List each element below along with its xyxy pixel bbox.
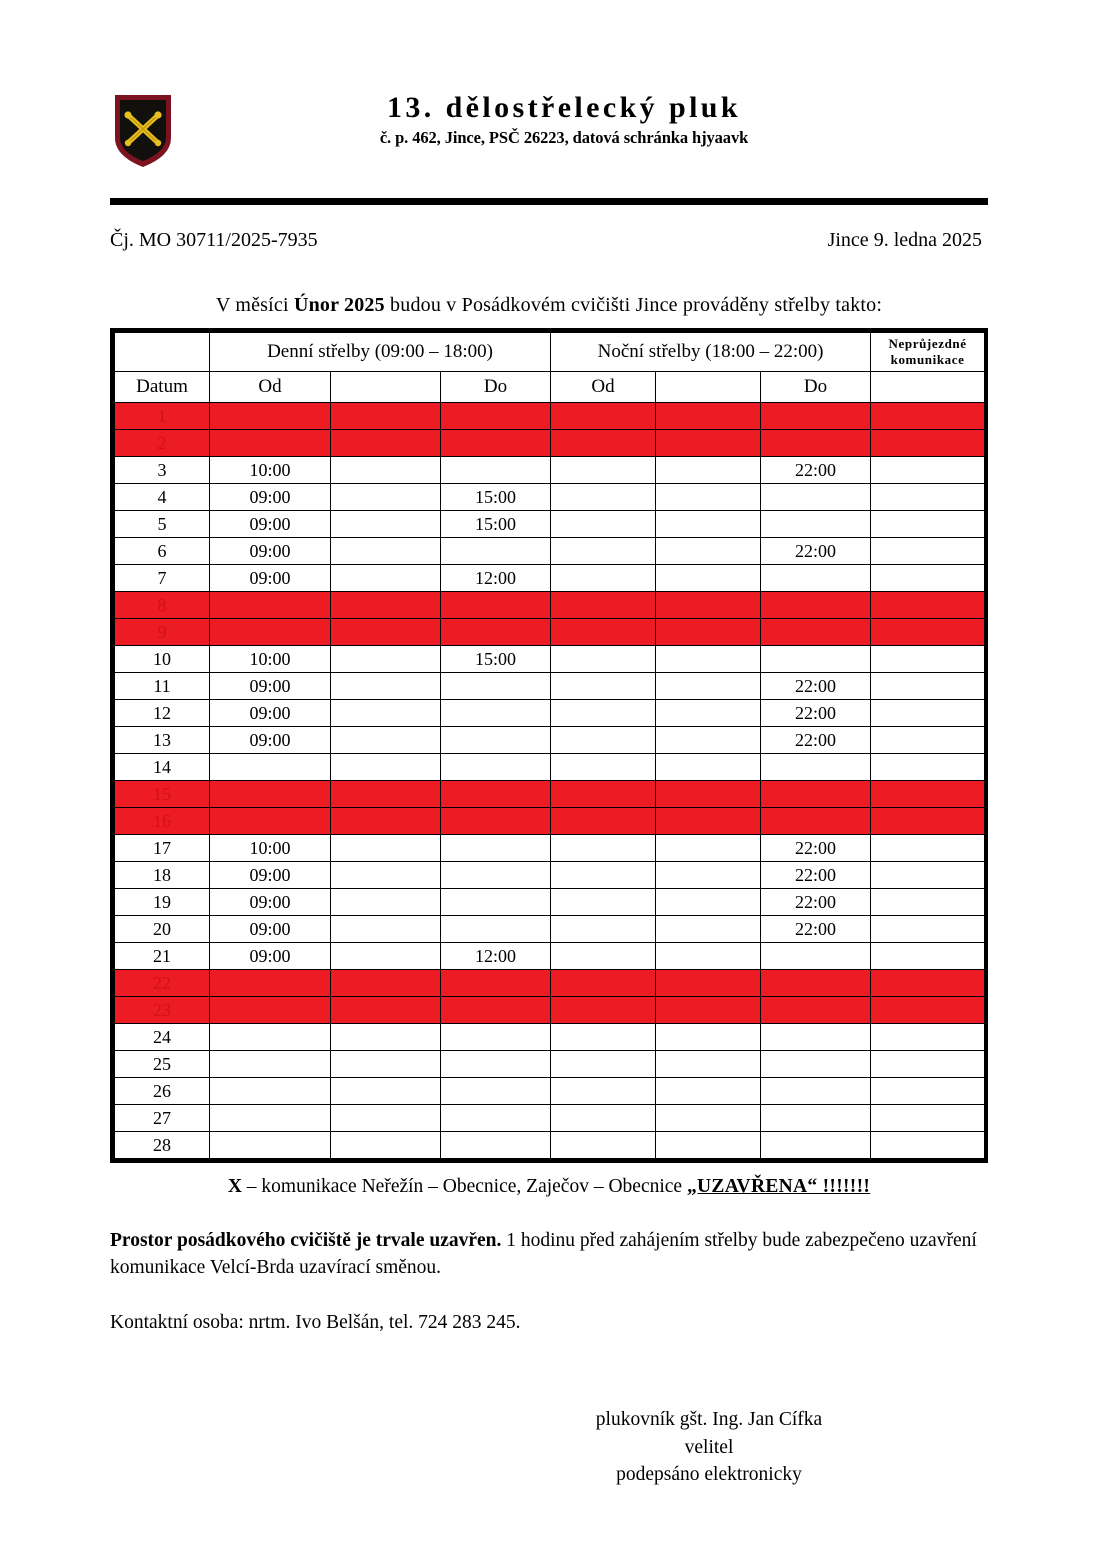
table-body bbox=[115, 403, 985, 1159]
row-night-mid-cell bbox=[656, 538, 761, 565]
row-night-from-cell bbox=[551, 727, 656, 754]
column-header-date: Datum bbox=[115, 372, 210, 403]
table-row bbox=[115, 754, 985, 781]
row-night-to-cell bbox=[761, 484, 871, 511]
row-night-from-cell bbox=[551, 889, 656, 916]
row-day-to-cell bbox=[441, 754, 551, 781]
row-date-cell: 19 bbox=[115, 889, 210, 916]
table-row bbox=[115, 889, 985, 916]
intro-prefix: V měsíci bbox=[215, 294, 294, 316]
row-day-to-cell bbox=[441, 1024, 551, 1051]
row-date-cell: 1 bbox=[115, 403, 210, 430]
column-header-day-to: Do bbox=[441, 372, 551, 403]
row-day-mid-cell bbox=[331, 1105, 441, 1132]
row-night-to-cell bbox=[761, 970, 871, 997]
table-head bbox=[115, 333, 985, 403]
row-night-from-cell bbox=[551, 1132, 656, 1159]
row-road-cell bbox=[871, 403, 985, 430]
row-day-from-cell: 10:00 bbox=[210, 457, 331, 484]
row-night-to-cell: 22:00 bbox=[761, 862, 871, 889]
table-row bbox=[115, 862, 985, 889]
column-header-day-from: Od bbox=[210, 372, 331, 403]
table-row bbox=[115, 835, 985, 862]
row-day-mid-cell bbox=[331, 1024, 441, 1051]
row-road-cell bbox=[871, 511, 985, 538]
row-date-cell: 28 bbox=[115, 1132, 210, 1159]
row-night-mid-cell bbox=[656, 700, 761, 727]
row-night-from-cell bbox=[551, 943, 656, 970]
row-date-cell: 6 bbox=[115, 538, 210, 565]
row-day-from-cell: 09:00 bbox=[210, 943, 331, 970]
table-row bbox=[115, 1024, 985, 1051]
row-night-mid-cell bbox=[656, 1051, 761, 1078]
row-night-from-cell bbox=[551, 511, 656, 538]
row-day-mid-cell bbox=[331, 781, 441, 808]
row-night-from-cell bbox=[551, 754, 656, 781]
row-day-from-cell: 09:00 bbox=[210, 673, 331, 700]
crossed-cannons-regiment-emblem bbox=[112, 92, 174, 170]
row-night-mid-cell bbox=[656, 484, 761, 511]
row-date-cell: 22 bbox=[115, 970, 210, 997]
row-day-mid-cell bbox=[331, 646, 441, 673]
row-day-to-cell bbox=[441, 970, 551, 997]
row-night-from-cell bbox=[551, 835, 656, 862]
row-night-from-cell bbox=[551, 1105, 656, 1132]
row-day-from-cell bbox=[210, 1105, 331, 1132]
row-day-from-cell bbox=[210, 781, 331, 808]
row-day-from-cell: 10:00 bbox=[210, 835, 331, 862]
table-row bbox=[115, 619, 985, 646]
row-night-mid-cell bbox=[656, 727, 761, 754]
row-night-to-cell bbox=[761, 1132, 871, 1159]
row-night-mid-cell bbox=[656, 457, 761, 484]
row-day-to-cell bbox=[441, 835, 551, 862]
row-night-to-cell bbox=[761, 511, 871, 538]
intro-suffix: budou v Posádkovém cvičišti Jince prováděny střelby takto: bbox=[384, 294, 883, 316]
row-day-from-cell: 10:00 bbox=[210, 646, 331, 673]
row-day-mid-cell bbox=[331, 1051, 441, 1078]
row-day-from-cell bbox=[210, 592, 331, 619]
row-road-cell bbox=[871, 457, 985, 484]
row-day-to-cell bbox=[441, 997, 551, 1024]
row-road-cell bbox=[871, 646, 985, 673]
row-day-from-cell: 09:00 bbox=[210, 538, 331, 565]
schedule-table-wrapper bbox=[110, 328, 988, 1163]
row-day-from-cell bbox=[210, 1024, 331, 1051]
row-road-cell bbox=[871, 754, 985, 781]
row-day-to-cell bbox=[441, 403, 551, 430]
row-day-to-cell bbox=[441, 700, 551, 727]
row-night-to-cell bbox=[761, 943, 871, 970]
row-day-from-cell bbox=[210, 1051, 331, 1078]
row-night-mid-cell bbox=[656, 1105, 761, 1132]
column-header-night-blank bbox=[656, 372, 761, 403]
row-day-mid-cell bbox=[331, 754, 441, 781]
row-night-from-cell bbox=[551, 646, 656, 673]
row-date-cell: 10 bbox=[115, 646, 210, 673]
row-night-from-cell bbox=[551, 619, 656, 646]
row-date-cell: 3 bbox=[115, 457, 210, 484]
row-day-mid-cell bbox=[331, 943, 441, 970]
legend-closed-word: „UZAVŘENA“ !!!!!!! bbox=[686, 1176, 871, 1197]
row-night-mid-cell bbox=[656, 808, 761, 835]
row-night-from-cell bbox=[551, 484, 656, 511]
row-day-from-cell: 09:00 bbox=[210, 916, 331, 943]
row-day-from-cell bbox=[210, 403, 331, 430]
row-night-from-cell bbox=[551, 1051, 656, 1078]
row-night-mid-cell bbox=[656, 970, 761, 997]
row-day-to-cell bbox=[441, 538, 551, 565]
row-day-mid-cell bbox=[331, 1078, 441, 1105]
row-day-mid-cell bbox=[331, 511, 441, 538]
group-header-day: Denní střelby (09:00 – 18:00) bbox=[210, 333, 551, 372]
row-night-to-cell: 22:00 bbox=[761, 835, 871, 862]
table-row bbox=[115, 484, 985, 511]
table-row bbox=[115, 943, 985, 970]
row-day-mid-cell bbox=[331, 457, 441, 484]
row-date-cell: 11 bbox=[115, 673, 210, 700]
group-header-road: Neprůjezdné komunikace bbox=[871, 333, 985, 372]
table-row bbox=[115, 727, 985, 754]
organization-address: č. p. 462, Jince, PSČ 26223, datová schránka hjyaavk bbox=[379, 128, 749, 148]
paragraph-bold-lead: Prostor posádkového cvičiště je trvale uzavřen. bbox=[110, 1230, 502, 1251]
row-road-cell bbox=[871, 1132, 985, 1159]
signatory-role: velitel bbox=[684, 1436, 734, 1458]
paragraph-rest: 1 hodinu před zahájením střelby bude zabezpečeno uzavření komunikace Velcí-Brda uzavírací směnou. bbox=[110, 1230, 977, 1278]
row-date-cell: 4 bbox=[115, 484, 210, 511]
table-row bbox=[115, 646, 985, 673]
row-day-mid-cell bbox=[331, 538, 441, 565]
row-day-to-cell: 15:00 bbox=[441, 646, 551, 673]
row-day-to-cell bbox=[441, 673, 551, 700]
row-day-to-cell: 12:00 bbox=[441, 943, 551, 970]
row-date-cell: 14 bbox=[115, 754, 210, 781]
shooting-schedule-table bbox=[114, 332, 985, 1159]
row-night-to-cell bbox=[761, 565, 871, 592]
row-day-mid-cell bbox=[331, 970, 441, 997]
row-road-cell bbox=[871, 700, 985, 727]
row-day-to-cell bbox=[441, 727, 551, 754]
permanent-closure-paragraph bbox=[110, 1228, 988, 1282]
place-and-date: Jince 9. ledna 2025 bbox=[827, 229, 982, 251]
row-day-to-cell bbox=[441, 619, 551, 646]
table-row bbox=[115, 1132, 985, 1159]
row-day-to-cell: 12:00 bbox=[441, 565, 551, 592]
table-row bbox=[115, 592, 985, 619]
row-date-cell: 23 bbox=[115, 997, 210, 1024]
row-day-to-cell bbox=[441, 781, 551, 808]
row-night-to-cell bbox=[761, 1078, 871, 1105]
row-date-cell: 5 bbox=[115, 511, 210, 538]
column-header-day-blank bbox=[331, 372, 441, 403]
intro-month: Únor 2025 bbox=[293, 294, 385, 316]
row-night-from-cell bbox=[551, 862, 656, 889]
row-day-to-cell: 15:00 bbox=[441, 484, 551, 511]
row-road-cell bbox=[871, 538, 985, 565]
row-day-mid-cell bbox=[331, 835, 441, 862]
table-row bbox=[115, 1078, 985, 1105]
row-road-cell bbox=[871, 781, 985, 808]
row-night-mid-cell bbox=[656, 1024, 761, 1051]
row-night-mid-cell bbox=[656, 835, 761, 862]
row-day-mid-cell bbox=[331, 430, 441, 457]
row-road-cell bbox=[871, 673, 985, 700]
row-day-from-cell bbox=[210, 808, 331, 835]
group-header-empty bbox=[115, 333, 210, 372]
row-date-cell: 24 bbox=[115, 1024, 210, 1051]
row-night-mid-cell bbox=[656, 430, 761, 457]
row-road-cell bbox=[871, 619, 985, 646]
row-date-cell: 12 bbox=[115, 700, 210, 727]
row-night-from-cell bbox=[551, 970, 656, 997]
column-header-road bbox=[871, 372, 985, 403]
row-day-to-cell bbox=[441, 1078, 551, 1105]
row-date-cell: 16 bbox=[115, 808, 210, 835]
row-night-to-cell bbox=[761, 1105, 871, 1132]
row-date-cell: 7 bbox=[115, 565, 210, 592]
letterhead bbox=[110, 0, 988, 184]
row-night-mid-cell bbox=[656, 403, 761, 430]
row-road-cell bbox=[871, 592, 985, 619]
row-night-mid-cell bbox=[656, 1132, 761, 1159]
row-date-cell: 8 bbox=[115, 592, 210, 619]
row-day-mid-cell bbox=[331, 727, 441, 754]
row-night-mid-cell bbox=[656, 592, 761, 619]
row-road-cell bbox=[871, 1105, 985, 1132]
row-night-from-cell bbox=[551, 538, 656, 565]
row-night-mid-cell bbox=[656, 916, 761, 943]
legend-x-mark: X bbox=[227, 1176, 242, 1197]
row-night-to-cell bbox=[761, 430, 871, 457]
row-road-cell bbox=[871, 943, 985, 970]
row-day-from-cell bbox=[210, 430, 331, 457]
row-day-mid-cell bbox=[331, 673, 441, 700]
row-night-to-cell bbox=[761, 403, 871, 430]
row-day-mid-cell bbox=[331, 1132, 441, 1159]
signature-electronic-note: podepsáno elektronicky bbox=[616, 1464, 802, 1486]
group-header-night: Noční střelby (18:00 – 22:00) bbox=[551, 333, 871, 372]
row-night-to-cell bbox=[761, 619, 871, 646]
row-date-cell: 17 bbox=[115, 835, 210, 862]
row-day-from-cell bbox=[210, 1078, 331, 1105]
row-day-to-cell bbox=[441, 808, 551, 835]
legend-text: – komunikace Neřežín – Obecnice, Zaječov – Obecnice bbox=[241, 1176, 687, 1197]
row-day-from-cell bbox=[210, 997, 331, 1024]
row-night-to-cell bbox=[761, 1051, 871, 1078]
row-night-to-cell: 22:00 bbox=[761, 727, 871, 754]
row-day-from-cell bbox=[210, 970, 331, 997]
row-night-from-cell bbox=[551, 565, 656, 592]
row-day-from-cell: 09:00 bbox=[210, 889, 331, 916]
table-row bbox=[115, 808, 985, 835]
row-night-to-cell bbox=[761, 1024, 871, 1051]
row-day-mid-cell bbox=[331, 403, 441, 430]
contact-person-line: Kontaktní osoba: nrtm. Ivo Belšán, tel. 724 283 245. bbox=[110, 1311, 521, 1333]
row-day-from-cell: 09:00 bbox=[210, 862, 331, 889]
row-day-to-cell bbox=[441, 1051, 551, 1078]
row-day-from-cell: 09:00 bbox=[210, 727, 331, 754]
table-row bbox=[115, 538, 985, 565]
row-day-to-cell: 15:00 bbox=[441, 511, 551, 538]
table-row bbox=[115, 403, 985, 430]
table-row bbox=[115, 565, 985, 592]
row-night-mid-cell bbox=[656, 1078, 761, 1105]
row-day-to-cell bbox=[441, 916, 551, 943]
row-day-from-cell: 09:00 bbox=[210, 565, 331, 592]
row-date-cell: 20 bbox=[115, 916, 210, 943]
row-road-cell bbox=[871, 565, 985, 592]
intro-sentence bbox=[110, 294, 988, 317]
row-date-cell: 26 bbox=[115, 1078, 210, 1105]
row-day-to-cell bbox=[441, 862, 551, 889]
row-day-from-cell: 09:00 bbox=[210, 484, 331, 511]
row-night-mid-cell bbox=[656, 565, 761, 592]
table-row bbox=[115, 916, 985, 943]
legend-road-closure bbox=[110, 1176, 988, 1198]
row-road-cell bbox=[871, 862, 985, 889]
row-night-mid-cell bbox=[656, 619, 761, 646]
table-row bbox=[115, 673, 985, 700]
organization-title: 13. dělostřelecký pluk bbox=[387, 91, 741, 124]
row-night-mid-cell bbox=[656, 889, 761, 916]
row-day-to-cell bbox=[441, 592, 551, 619]
row-night-mid-cell bbox=[656, 943, 761, 970]
row-night-to-cell: 22:00 bbox=[761, 538, 871, 565]
row-day-mid-cell bbox=[331, 700, 441, 727]
row-night-from-cell bbox=[551, 700, 656, 727]
row-night-mid-cell bbox=[656, 754, 761, 781]
row-date-cell: 27 bbox=[115, 1105, 210, 1132]
table-row bbox=[115, 970, 985, 997]
row-day-from-cell bbox=[210, 754, 331, 781]
row-night-to-cell: 22:00 bbox=[761, 889, 871, 916]
organization-block bbox=[110, 92, 988, 148]
row-night-mid-cell bbox=[656, 646, 761, 673]
row-road-cell bbox=[871, 430, 985, 457]
row-night-to-cell: 22:00 bbox=[761, 916, 871, 943]
row-night-to-cell bbox=[761, 781, 871, 808]
row-night-from-cell bbox=[551, 457, 656, 484]
row-day-mid-cell bbox=[331, 592, 441, 619]
row-road-cell bbox=[871, 484, 985, 511]
row-night-mid-cell bbox=[656, 673, 761, 700]
row-day-mid-cell bbox=[331, 997, 441, 1024]
row-night-mid-cell bbox=[656, 997, 761, 1024]
row-night-to-cell bbox=[761, 997, 871, 1024]
column-header-night-to: Do bbox=[761, 372, 871, 403]
row-date-cell: 2 bbox=[115, 430, 210, 457]
row-day-from-cell bbox=[210, 619, 331, 646]
row-night-to-cell: 22:00 bbox=[761, 457, 871, 484]
row-night-to-cell bbox=[761, 754, 871, 781]
table-column-header-row bbox=[115, 372, 985, 403]
signature-block bbox=[110, 1406, 988, 1489]
table-row bbox=[115, 1105, 985, 1132]
row-day-mid-cell bbox=[331, 862, 441, 889]
table-row bbox=[115, 781, 985, 808]
row-day-from-cell: 09:00 bbox=[210, 700, 331, 727]
row-date-cell: 25 bbox=[115, 1051, 210, 1078]
row-night-from-cell bbox=[551, 1078, 656, 1105]
row-date-cell: 15 bbox=[115, 781, 210, 808]
row-road-cell bbox=[871, 1051, 985, 1078]
row-road-cell bbox=[871, 835, 985, 862]
row-day-to-cell bbox=[441, 457, 551, 484]
row-day-mid-cell bbox=[331, 889, 441, 916]
row-night-to-cell: 22:00 bbox=[761, 673, 871, 700]
row-road-cell bbox=[871, 970, 985, 997]
table-row bbox=[115, 997, 985, 1024]
row-day-mid-cell bbox=[331, 565, 441, 592]
row-night-from-cell bbox=[551, 997, 656, 1024]
row-day-mid-cell bbox=[331, 808, 441, 835]
row-night-from-cell bbox=[551, 673, 656, 700]
row-night-from-cell bbox=[551, 430, 656, 457]
row-night-mid-cell bbox=[656, 781, 761, 808]
row-road-cell bbox=[871, 916, 985, 943]
row-night-from-cell bbox=[551, 1024, 656, 1051]
table-row bbox=[115, 457, 985, 484]
row-night-to-cell bbox=[761, 808, 871, 835]
row-day-mid-cell bbox=[331, 484, 441, 511]
reference-number: Čj. MO 30711/2025-7935 bbox=[110, 229, 318, 251]
column-header-night-from: Od bbox=[551, 372, 656, 403]
row-road-cell bbox=[871, 1078, 985, 1105]
row-road-cell bbox=[871, 727, 985, 754]
row-road-cell bbox=[871, 889, 985, 916]
row-day-to-cell bbox=[441, 1105, 551, 1132]
reference-line bbox=[110, 229, 988, 252]
row-date-cell: 13 bbox=[115, 727, 210, 754]
row-date-cell: 9 bbox=[115, 619, 210, 646]
row-night-from-cell bbox=[551, 403, 656, 430]
row-day-mid-cell bbox=[331, 619, 441, 646]
table-row bbox=[115, 700, 985, 727]
row-night-to-cell bbox=[761, 646, 871, 673]
row-date-cell: 18 bbox=[115, 862, 210, 889]
row-night-to-cell bbox=[761, 592, 871, 619]
table-row bbox=[115, 430, 985, 457]
row-night-mid-cell bbox=[656, 862, 761, 889]
row-night-mid-cell bbox=[656, 511, 761, 538]
table-row bbox=[115, 1051, 985, 1078]
row-night-from-cell bbox=[551, 808, 656, 835]
table-group-header-row bbox=[115, 333, 985, 372]
table-row bbox=[115, 511, 985, 538]
row-night-to-cell: 22:00 bbox=[761, 700, 871, 727]
row-road-cell bbox=[871, 808, 985, 835]
row-day-to-cell bbox=[441, 430, 551, 457]
row-night-from-cell bbox=[551, 592, 656, 619]
row-road-cell bbox=[871, 1024, 985, 1051]
row-day-to-cell bbox=[441, 889, 551, 916]
row-day-from-cell bbox=[210, 1132, 331, 1159]
row-day-mid-cell bbox=[331, 916, 441, 943]
header-divider-rule bbox=[110, 198, 988, 205]
row-night-from-cell bbox=[551, 781, 656, 808]
row-date-cell: 21 bbox=[115, 943, 210, 970]
row-night-from-cell bbox=[551, 916, 656, 943]
row-road-cell bbox=[871, 997, 985, 1024]
signatory-name: plukovník gšt. Ing. Jan Cífka bbox=[595, 1408, 823, 1430]
row-day-to-cell bbox=[441, 1132, 551, 1159]
row-day-from-cell: 09:00 bbox=[210, 511, 331, 538]
